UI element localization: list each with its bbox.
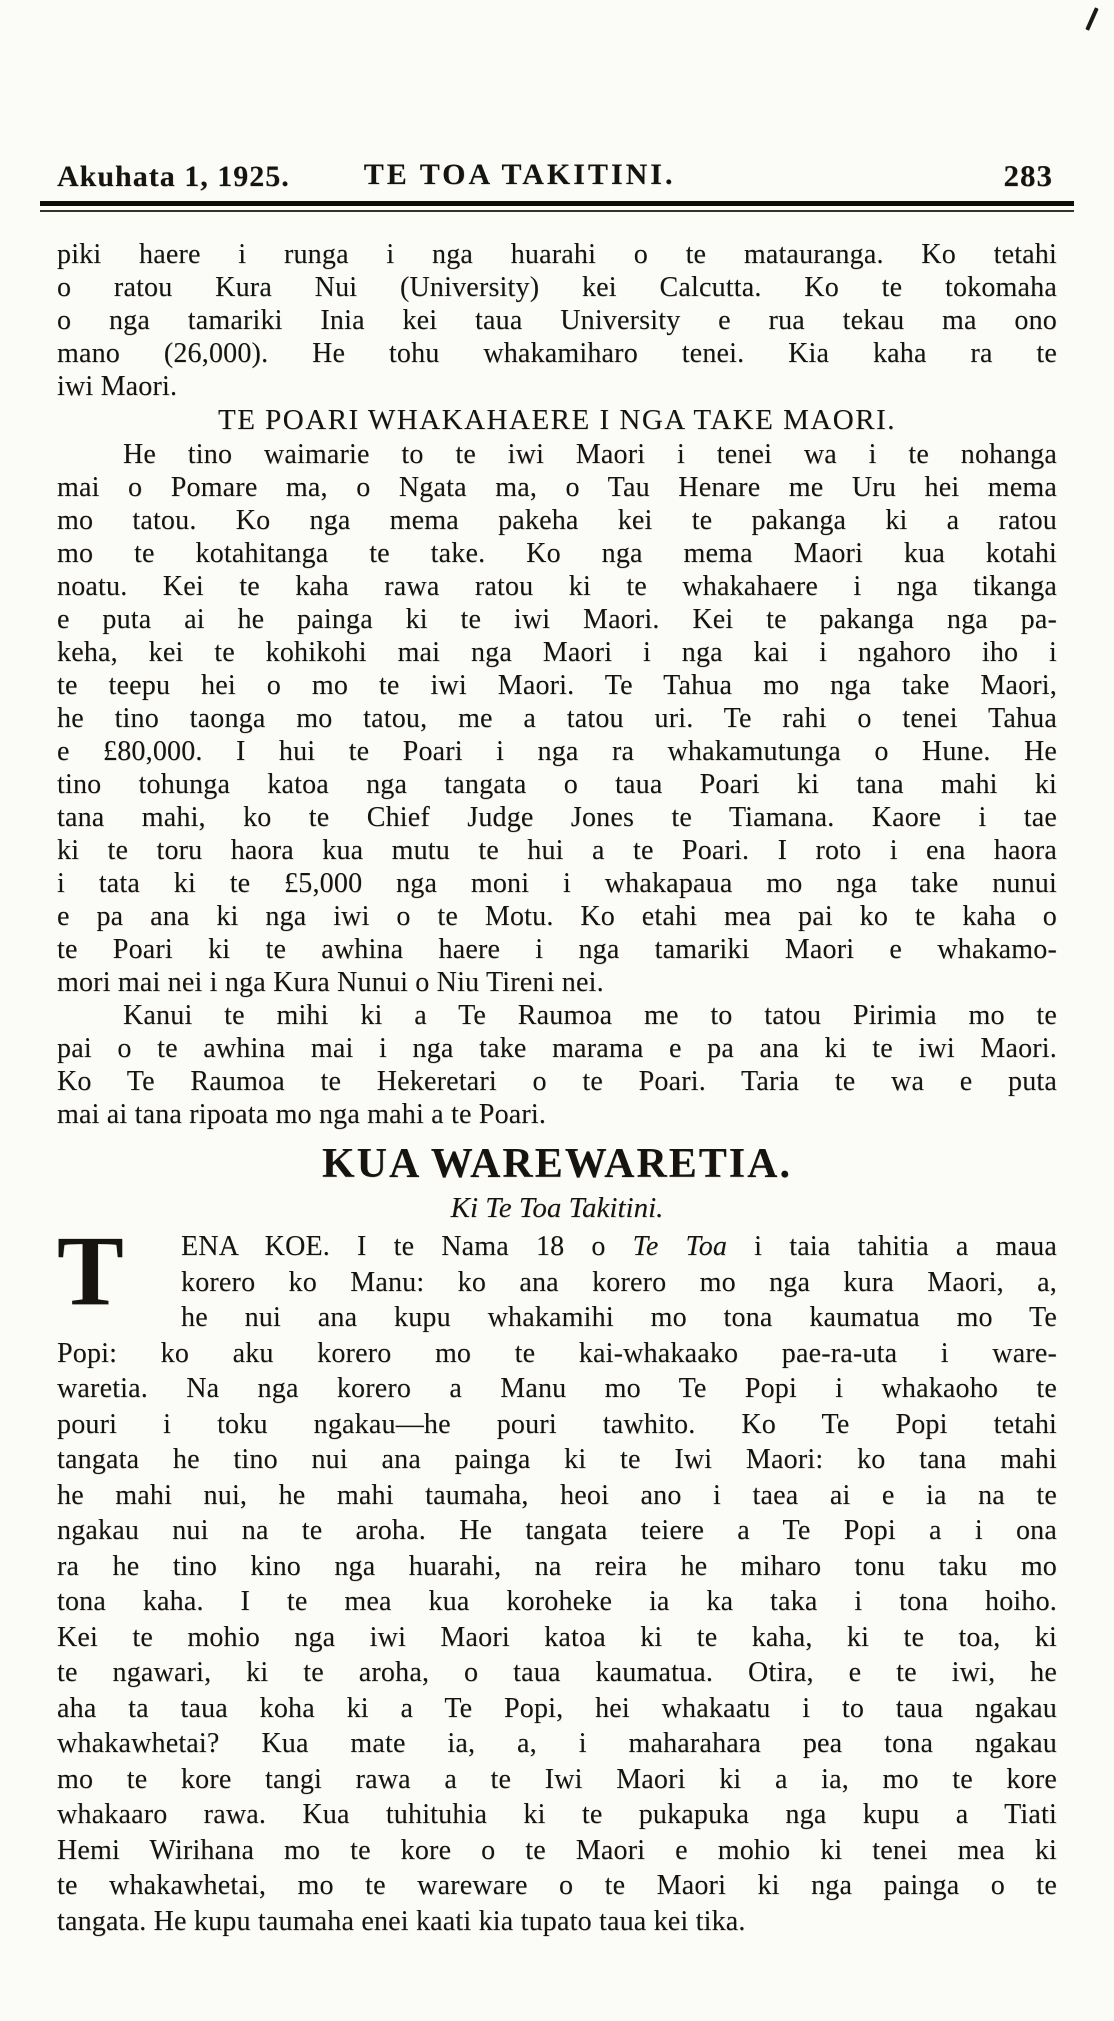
text-line: whakawhetai? Kua mate ia, a, i maharahara pea tona ngakau <box>57 1728 1057 1759</box>
text-line: e puta ai he painga ki te iwi Maori. Kei te pakanga nga pa- <box>57 604 1057 635</box>
text-line: korero ko Manu: ko ana korero mo nga kura Maori, a, <box>181 1266 1057 1298</box>
text-line: pai o te awhina mai i nga take marama e pa ana ki te iwi Maori. <box>57 1033 1057 1064</box>
header-rule-thick <box>40 201 1074 206</box>
text-line: tona kaha. I te mea kua koroheke ia ka taka i tona hoiho. <box>57 1586 1057 1617</box>
text-line: ra he tino kino nga huarahi, na reira he miharo tonu taku mo <box>57 1550 1057 1582</box>
text-line: o nga tamariki Inia kei taua University e rua tekau ma ono <box>57 305 1057 336</box>
text-line: Ko Te Raumoa te Hekeretari o te Poari. Taria te wa e puta <box>57 1066 1057 1097</box>
text-line: he tino taonga mo tatou, me a tatou uri. Te rahi o tenei Tahua <box>57 703 1057 734</box>
text-line: ENA KOE. I te Nama 18 o Te Toa i taia tahitia a maua <box>181 1231 1057 1262</box>
text-line: he mahi nui, he mahi taumaha, heoi ano i taea ai e ia na te <box>57 1479 1057 1511</box>
text-line: mai o Pomare ma, o Ngata ma, o Tau Henare me Uru hei mema <box>57 472 1057 503</box>
text-line: piki haere i runga i nga huarahi o te matauranga. Ko tetahi <box>57 239 1057 270</box>
text-line: noatu. Kei te kaha rawa ratou ki te whakahaere i nga tikanga <box>57 571 1057 602</box>
text-line: ki te toru haora kua mutu te hui a te Poari. I roto i ena haora <box>57 835 1057 866</box>
text-line: e pa ana ki nga iwi o te Motu. Ko etahi mea pai ko te kaha o <box>57 901 1057 932</box>
text-line: o ratou Kura Nui (University) kei Calcutta. Ko te tokomaha <box>57 272 1057 303</box>
text-line: he nui ana kupu whakamihi mo tona kaumatua mo Te <box>181 1302 1057 1333</box>
text-line: tana mahi, ko te Chief Judge Jones te Tiamana. Kaore i tae <box>57 802 1057 833</box>
letter-paragraph <box>57 1215 1057 1939</box>
text-line: te ngawari, ki te aroha, o taua kaumatua. Otira, e te iwi, he <box>57 1657 1057 1688</box>
text-line: mo te kotahitanga te take. Ko nga mema Maori kua kotahi <box>57 538 1057 569</box>
page-header <box>57 158 1057 201</box>
text-line: iwi Maori. <box>57 371 178 402</box>
text-line: tangata. He kupu taumaha enei kaati kia tupato taua kei tika. <box>57 1905 746 1937</box>
text-line: tangata he tino nui ana painga ki te Iwi Maori: ko tana mahi <box>57 1444 1057 1475</box>
text-line: aha ta taua koha ki a Te Popi, hei whakaatu i to taua ngakau <box>57 1692 1057 1724</box>
text-line: Popi: ko aku korero mo te kai-whakaako pae-ra-uta i ware- <box>57 1337 1057 1369</box>
poari-paragraph-1 <box>57 438 1057 999</box>
text-line: He tino waimarie to te iwi Maori i tenei wa i te nohanga <box>123 439 1057 470</box>
text-line: pouri i toku ngakau—he pouri tawhito. Ko Te Popi tetahi <box>57 1408 1057 1440</box>
article-subtitle: Ki Te Toa Takitini. <box>450 1192 664 1224</box>
intro-paragraph <box>57 238 1057 403</box>
issue-date: Akuhata 1, 1925. <box>57 160 290 193</box>
text-line: te teepu hei o mo te iwi Maori. Te Tahua mo nga take Maori, <box>57 670 1057 701</box>
text-line: ngakau nui na te aroha. He tangata teiere a Te Popi a i ona <box>57 1515 1057 1546</box>
text-line: Kanui te mihi ki a Te Raumoa me to tatou Pirimia mo te <box>123 1000 1057 1031</box>
drop-cap: T <box>57 1215 124 1326</box>
text-line: i tata ki te £5,000 nga moni i whakapaua mo nga take nunui <box>57 868 1057 899</box>
text-line: te whakawhetai, mo te wareware o te Maori ki nga painga o te <box>57 1870 1057 1901</box>
text-line: Kei te mohio nga iwi Maori katoa ki te kaha, ki te toa, ki <box>57 1621 1057 1653</box>
section-heading-poari: TE POARI WHAKAHAERE I NGA TAKE MAORI. <box>218 404 896 436</box>
ink-mark <box>1085 7 1098 31</box>
header-rule-thin <box>40 210 1074 212</box>
article-heading: KUA WAREWARETIA. <box>322 1141 792 1187</box>
text-line: waretia. Na nga korero a Manu mo Te Popi i whakaoho te <box>57 1373 1057 1404</box>
text-line: e £80,000. I hui te Poari i nga ra whakamutunga o Hune. He <box>57 736 1057 767</box>
text-line: te Poari ki te awhina haere i nga tamariki Maori e whakamo- <box>57 934 1057 965</box>
text-line: keha, kei te kohikohi mai nga Maori i nga kai i ngahoro iho i <box>57 637 1057 668</box>
text-line: whakaaro rawa. Kua tuhituhia ki te pukapuka nga kupu a Tiati <box>57 1799 1057 1830</box>
text-line: tino tohunga katoa nga tangata o taua Poari ki tana mahi ki <box>57 769 1057 800</box>
text-line: mo tatou. Ko nga mema pakeha kei te pakanga ki a ratou <box>57 505 1057 536</box>
text-line: mo te kore tangi rawa a te Iwi Maori ki a ia, mo te kore <box>57 1763 1057 1795</box>
page-number: 283 <box>1003 158 1053 193</box>
poari-paragraph-2 <box>57 999 1057 1131</box>
text-line: Hemi Wirihana mo te kore o te Maori e mohio ki tenei mea ki <box>57 1834 1057 1866</box>
text-line: mano (26,000). He tohu whakamiharo tenei. Kia kaha ra te <box>57 338 1057 369</box>
text-line: mai ai tana ripoata mo nga mahi a te Poari. <box>57 1099 547 1130</box>
publication-title: TE TOA TAKITINI. <box>363 158 676 191</box>
text-line: mori mai nei i nga Kura Nunui o Niu Tireni nei. <box>57 967 604 998</box>
